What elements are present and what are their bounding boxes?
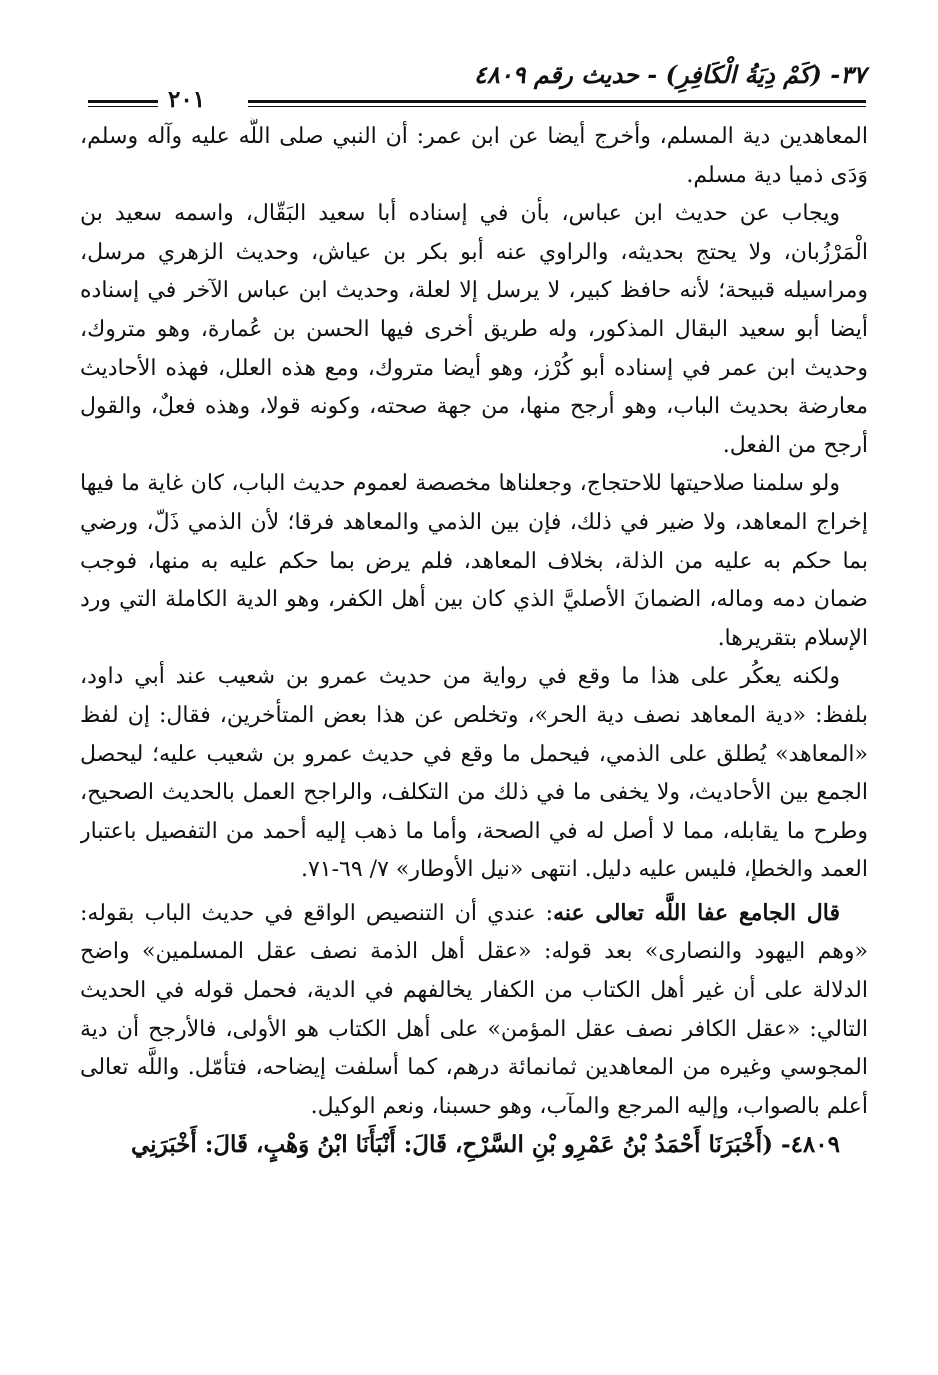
author-note xyxy=(80,894,868,1127)
paragraph-4: ولكنه يعكُر على هذا ما وقع في رواية من حديث عمرو بن شعيب عند أبي داود، بلفظ: «دية المعاهد نصف دية الحر»، وتخلص عن هذا بعض المتأخرين، فقال: إن لفظ «المعاهد» يُطلق على الذمي، فيحمل ما وقع في حديث عمرو بن شعيب عليه؛ ليحصل الجمع بين الأحاديث، ولا يخفى ما في ذلك من التكلف، والراجح العمل بالحديث الصحيح، وطرح ما يقابله، مما لا أصل له في الصحة، وأما ما ذهب إليه أحمد من التفصيل باعتبار العمد والخطإ، فليس عليه دليل. انتهى «نيل الأوطار» ٧/ ٦٩-٧١. xyxy=(80,664,868,883)
running-head: ٣٧- (كَمْ دِيَةُ الْكَافِرِ) - حديث رقم ٤٨٠٩ xyxy=(473,60,866,89)
body-text xyxy=(80,118,868,1358)
header-rule-thick xyxy=(248,100,866,103)
paragraph-1: المعاهدين دية المسلم، وأخرج أيضا عن ابن عمر: أن النبي صلى اللَّه عليه وآله وسلم، وَدَى ذميا دية مسلم. xyxy=(80,124,868,188)
header-rule-left-thin xyxy=(88,106,158,107)
header-rule-thin xyxy=(248,106,866,107)
paragraph-2: ويجاب عن حديث ابن عباس، بأن في إسناده أبا سعيد البَقّال، واسمه سعيد بن الْمَرْزُبان، ولا يحتج بحديثه، والراوي عنه أبو بكر بن عياش، وحديث الزهري مرسل، ومراسيله قبيحة؛ لأنه حافظ كبير، لا يرسل إلا لعلة، وحديث ابن عباس الآخر في إسناده أيضا أبو سعيد البقال المذكور، وله طريق أخرى فيها الحسن بن عُمارة، وهو متروك، وحديث ابن عمر في إسناده أبو كُرْز، وهو أيضا متروك، ومع هذه العلل، فهذه الأحاديث معارضة بحديث الباب، وهو أرجح منها، من جهة صحته، وكونه قولا، وهذه فعلٌ، والقول أرجح من الفعل. xyxy=(80,201,868,458)
header-rule-left-thick xyxy=(88,100,158,103)
page-header xyxy=(88,60,866,112)
author-note-text: : عندي أن التنصيص الواقع في حديث الباب بقوله: «وهم اليهود والنصارى» بعد قوله: «عقل أهل الذمة نصف عقل المسلمين» واضح الدلالة على أن غير أهل الكتاب من الكفار يخالفهم في الدية، فحمل قوله في الحديث التالي: «عقل الكافر نصف عقل المؤمن» على أهل الكتاب هو الأولى، فالأرجح أن دية المجوسي وغيره من المعاهدين ثمانمائة درهم، كما أسلفت إيضاحه، فتأمّل. واللَّه تعالى أعلم بالصواب، وإليه المرجع والمآب، وهو حسبنا، ونعم الوكيل. xyxy=(80,900,868,1119)
hadith-line: ٤٨٠٩- (أَخْبَرَنَا أَحْمَدُ بْنُ عَمْرِو بْنِ السَّرْحِ، قَالَ: أَنْبَأَنَا ابْنُ وَهْبٍ، قَالَ: أَخْبَرَنِي xyxy=(131,1131,840,1159)
paragraph-3: ولو سلمنا صلاحيتها للاحتجاج، وجعلناها مخصصة لعموم حديث الباب، كان غاية ما فيها إخراج المعاهد، ولا ضير في ذلك، فإن بين الذمي والمعاهد فرقا؛ لأن الذمي ذَلّ، ورضي بما حكم به عليه من الذلة، بخلاف المعاهد، فلم يرض بما حكم عليه به منها، فوجب ضمان دمه وماله، الضمانَ الأصليَّ الذي كان بين أهل الكفر، وهو الدية الكاملة التي ورد الإسلام بتقريرها. xyxy=(80,471,868,651)
author-note-lead: قال الجامع عفا اللَّه تعالى عنه xyxy=(553,899,841,926)
page-number: ٢٠١ xyxy=(168,86,206,113)
